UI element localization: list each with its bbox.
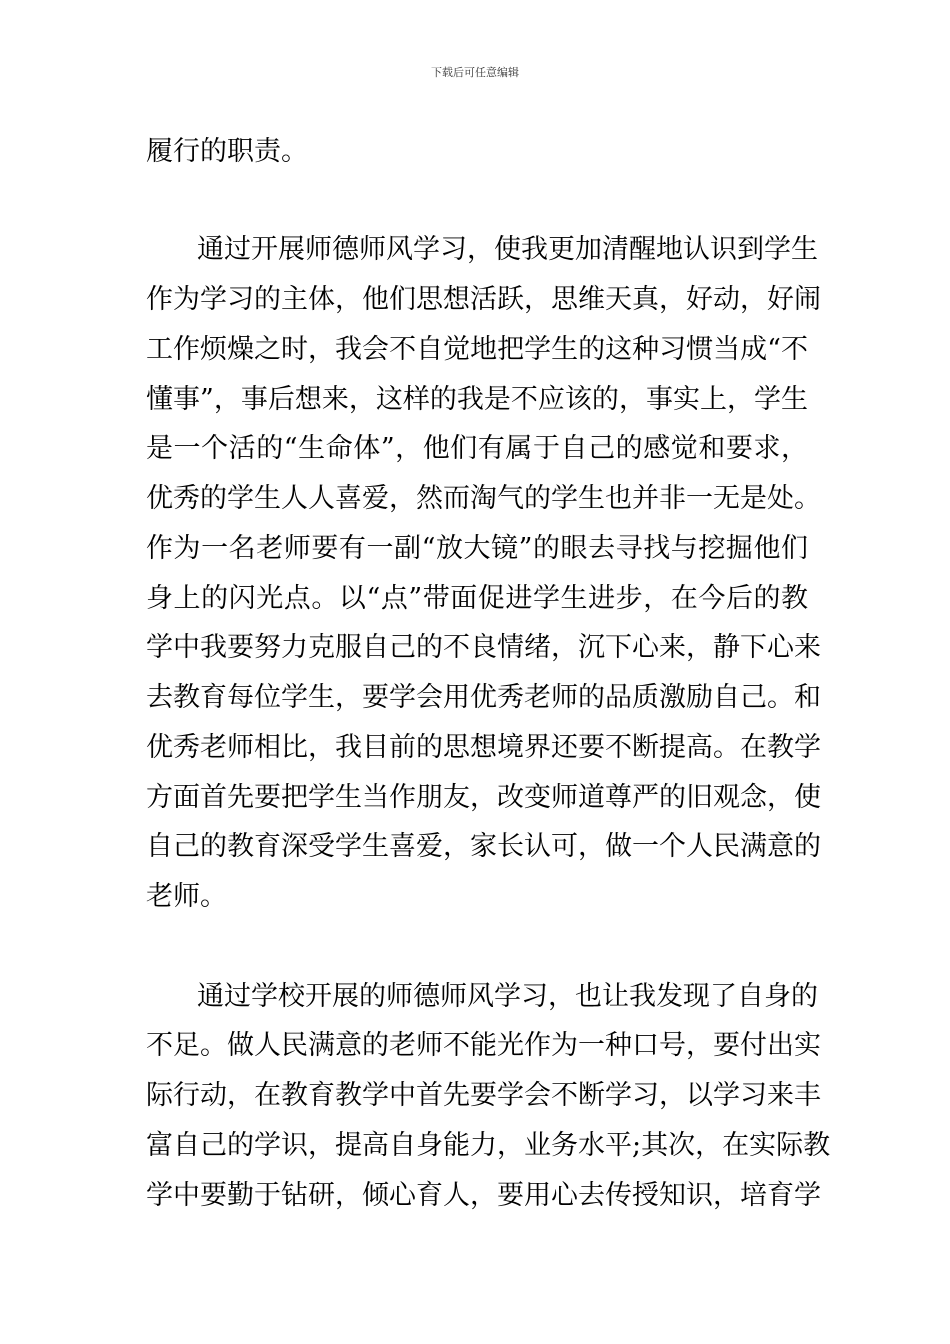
paragraph-2-line-4: 懂事”，事后想来，这样的我是不应该的，事实上，学生 <box>146 384 808 415</box>
paragraph-2-line-1: 通过开展师德师风学习，使我更加清醒地认识到学生 <box>197 234 818 265</box>
paragraph-3-line-5: 学中要勤于钻研，倾心育人，要用心去传授知识，培育学 <box>146 1180 821 1211</box>
paragraph-2-line-7: 作为一名老师要有一副“放大镜”的眼去寻找与挖掘他们 <box>146 533 808 564</box>
paragraph-2-line-8: 身上的闪光点。以“点”带面促进学生进步，在今后的教 <box>146 583 808 614</box>
paragraph-3-line-3: 际行动，在教育教学中首先要学会不断学习，以学习来丰 <box>146 1080 821 1111</box>
paragraph-2-line-13: 自己的教育深受学生喜爱，家长认可，做一个人民满意的 <box>146 831 821 862</box>
paragraph-2-line-2: 作为学习的主体，他们思想活跃，思维天真，好动，好闹 <box>146 284 821 315</box>
page-header-note: 下载后可任意编辑 <box>431 66 519 79</box>
paragraph-2-line-6: 优秀的学生人人喜爱，然而淘气的学生也并非一无是处。 <box>146 483 821 514</box>
paragraph-3-line-1: 通过学校开展的师德师风学习，也让我发现了自身的 <box>197 981 818 1012</box>
paragraph-2-line-11: 优秀老师相比，我目前的思想境界还要不断提高。在教学 <box>146 732 821 763</box>
paragraph-2-line-9: 学中我要努力克服自己的不良情绪，沉下心来，静下心来 <box>146 632 821 663</box>
paragraph-3-line-4: 富自己的学识，提高自身能力，业务水平;其次，在实际教 <box>146 1130 831 1161</box>
paragraph-2-line-14: 老师。 <box>146 881 227 912</box>
paragraph-2-line-3: 工作烦燥之时，我会不自觉地把学生的这种习惯当成“不 <box>146 334 808 365</box>
paragraph-2-line-10: 去教育每位学生，要学会用优秀老师的品质激励自己。和 <box>146 682 821 713</box>
paragraph-2-line-12: 方面首先要把学生当作朋友，改变师道尊严的旧观念，使 <box>146 782 821 813</box>
paragraph-1-line-1: 履行的职责。 <box>146 136 308 167</box>
paragraph-3-line-2: 不足。做人民满意的老师不能光作为一种口号，要付出实 <box>146 1030 821 1061</box>
paragraph-2-line-5: 是一个活的“生命体”，他们有属于自己的感觉和要求， <box>146 433 808 464</box>
